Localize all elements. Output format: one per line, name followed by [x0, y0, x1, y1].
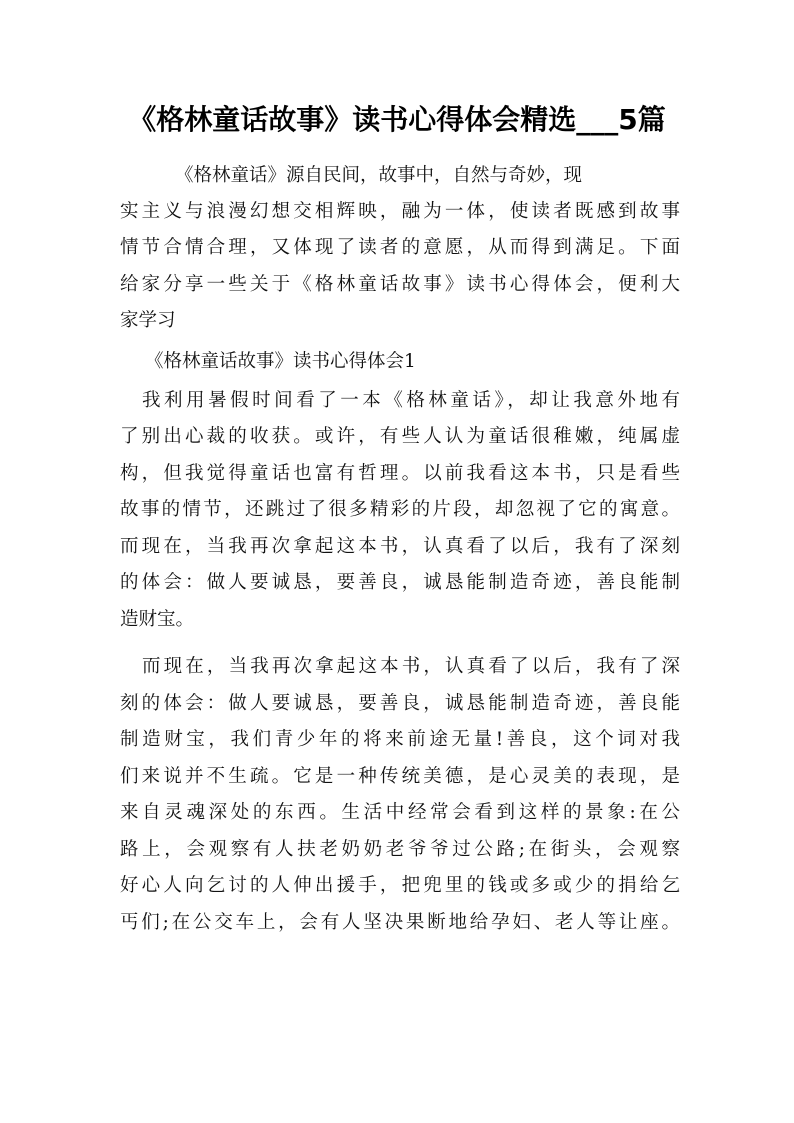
paragraph-line: 制造财宝，我们青少年的将来前途无量!善良，这个词对我 [120, 729, 680, 750]
intro-line: 给家分享一些关于《格林童话故事》读书心得体会，便利大 [120, 274, 680, 295]
intro-line: 情节合情合理，又体现了读者的意愿，从而得到满足。下面 [120, 237, 680, 258]
intro-line: 家学习 [120, 310, 176, 331]
paragraph-line: 构，但我觉得童话也富有哲理。以前我看这本书，只是看些 [120, 463, 680, 484]
paragraph-line: 造财宝。 [120, 609, 195, 630]
document-title: 《格林童话故事》读书心得体会精选___5篇 [128, 103, 666, 136]
section-heading: 《格林童话故事》读书心得体会1 [145, 351, 416, 372]
paragraph-line: 们来说并不生疏。它是一种传统美德，是心灵美的表现，是 [120, 766, 680, 787]
paragraph-line: 的体会：做人要诚恳，要善良，诚恳能制造奇迹，善良能制 [120, 572, 680, 593]
paragraph-line: 好心人向乞讨的人伸出援手，把兜里的钱或多或少的捐给乞 [120, 875, 680, 896]
paragraph-line: 而现在，当我再次拿起这本书，认真看了以后，我有了深 [142, 656, 680, 677]
intro-line: 实主义与浪漫幻想交相辉映，融为一体，使读者既感到故事 [120, 201, 680, 222]
paragraph-line: 而现在，当我再次拿起这本书，认真看了以后，我有了深刻 [120, 536, 680, 557]
paragraph-line: 丐们;在公交车上，会有人坚决果断地给孕妇、老人等让座。 [120, 912, 680, 933]
paragraph-line: 了别出心裁的收获。或许，有些人认为童话很稚嫩，纯属虚 [120, 426, 680, 447]
paragraph-line: 路上，会观察有人扶老奶奶老爷爷过公路;在街头，会观察 [120, 839, 680, 860]
paragraph-line: 故事的情节，还跳过了很多精彩的片段，却忽视了它的寓意。 [120, 499, 680, 520]
paragraph-line: 来自灵魂深处的东西。生活中经常会看到这样的景象:在公 [120, 802, 680, 823]
intro-line: 《格林童话》源自民间，故事中，自然与奇妙，现 [175, 165, 583, 186]
paragraph-line: 刻的体会：做人要诚恳，要善良，诚恳能制造奇迹，善良能 [120, 693, 680, 714]
paragraph-line: 我利用暑假时间看了一本《格林童话》，却让我意外地有 [142, 390, 680, 411]
